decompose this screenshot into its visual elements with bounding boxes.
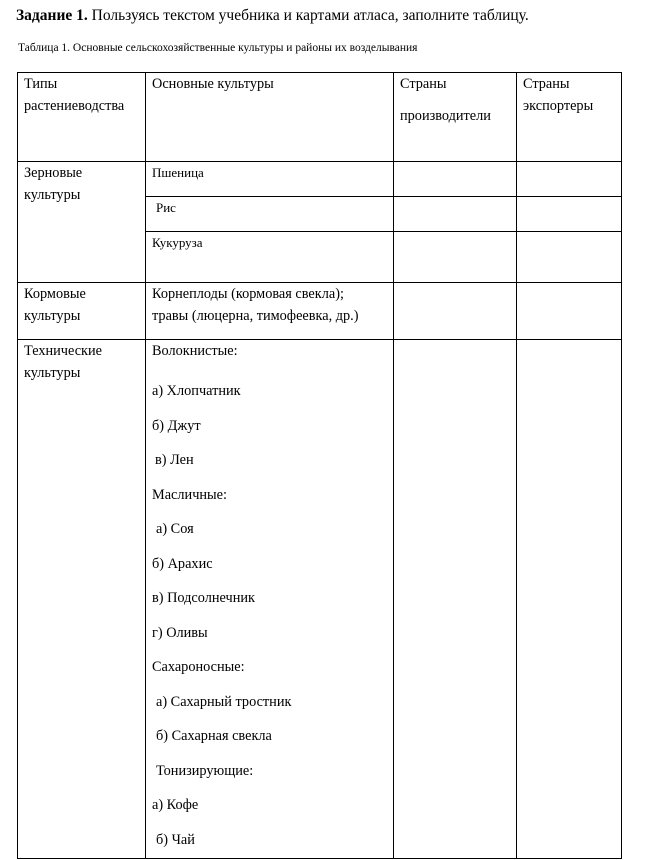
table-row-technical <box>18 340 622 859</box>
technical-type-cell <box>18 340 146 859</box>
header-crops-cell <box>146 73 394 162</box>
technical-exporters-cell[interactable] <box>517 340 622 859</box>
technical-crop-sugarbeet: б) Сахарная свекла <box>156 728 272 744</box>
table-row-fodder <box>18 283 622 340</box>
grain-corn-producers-cell[interactable] <box>394 232 517 283</box>
grain-type-cell <box>18 162 146 283</box>
fodder-exporters-cell[interactable] <box>517 283 622 340</box>
fodder-type-line1: Кормовые <box>24 286 86 302</box>
fodder-crops-cell <box>146 283 394 340</box>
header-type-cell <box>18 73 146 162</box>
grain-crop-rice: Рис <box>146 197 394 232</box>
table-caption: Таблица 1. Основные сельскохозяйственные культуры и районы их возделывания <box>18 42 418 54</box>
technical-crop-sunflower: в) Подсолнечник <box>152 590 255 606</box>
technical-crop-jute: б) Джут <box>152 417 201 434</box>
technical-group-fiber: Волокнистые: <box>152 343 238 359</box>
fodder-type-line2: культуры <box>24 308 81 324</box>
fodder-crop-line1: Корнеплоды (кормовая свекла); <box>152 286 344 302</box>
technical-group-sugar: Сахароносные: <box>152 659 245 675</box>
header-producers-line1: Страны <box>400 76 447 92</box>
technical-crop-peanut: б) Арахис <box>152 555 213 572</box>
technical-crop-tea: б) Чай <box>156 831 195 848</box>
technical-crop-flax: в) Лен <box>155 452 194 468</box>
technical-group-tonic: Тонизирующие: <box>156 762 254 779</box>
fodder-type-cell <box>18 283 146 340</box>
header-exporters-line2: экспортеры <box>523 98 594 114</box>
header-exporters-cell <box>517 73 622 162</box>
header-producers-line2: производители <box>400 108 491 124</box>
technical-type-line2: культуры <box>24 365 81 381</box>
grain-crop-wheat: Пшеница <box>146 162 394 197</box>
header-type-line2: растениеводства <box>24 98 125 114</box>
technical-crop-coffee: а) Кофе <box>152 797 199 813</box>
technical-crops-cell <box>146 340 394 859</box>
crops-table <box>17 72 622 859</box>
header-producers-cell <box>394 73 517 162</box>
fodder-producers-cell[interactable] <box>394 283 517 340</box>
technical-crop-sugarcane: а) Сахарный тростник <box>156 693 292 710</box>
technical-group-oil: Масличные: <box>152 486 227 503</box>
header-type-line1: Типы <box>24 76 58 92</box>
task-label: Задание 1. <box>16 7 88 24</box>
task-heading <box>16 7 529 25</box>
header-exporters-line1: Страны <box>523 76 570 92</box>
grain-crop-corn: Кукуруза <box>146 232 394 283</box>
grain-wheat-exporters-cell[interactable] <box>517 162 622 197</box>
grain-wheat-producers-cell[interactable] <box>394 162 517 197</box>
fodder-crop-line2: травы (люцерна, тимофеевка, др.) <box>152 308 359 324</box>
technical-producers-cell[interactable] <box>394 340 517 859</box>
table-row-grain-wheat <box>18 162 622 197</box>
grain-rice-exporters-cell[interactable] <box>517 197 622 232</box>
grain-corn-exporters-cell[interactable] <box>517 232 622 283</box>
task-text: Пользуясь текстом учебника и картами атласа, заполните таблицу. <box>91 7 529 24</box>
header-row <box>18 73 622 162</box>
grain-type-line2: культуры <box>24 187 81 203</box>
grain-type-line1: Зерновые <box>24 165 83 181</box>
technical-crop-cotton: а) Хлопчатник <box>152 383 241 399</box>
technical-type-line1: Технические <box>24 343 102 359</box>
grain-rice-producers-cell[interactable] <box>394 197 517 232</box>
technical-crop-soy: а) Соя <box>156 521 194 537</box>
technical-crop-olive: г) Оливы <box>152 624 208 641</box>
header-crops: Основные культуры <box>152 76 274 92</box>
